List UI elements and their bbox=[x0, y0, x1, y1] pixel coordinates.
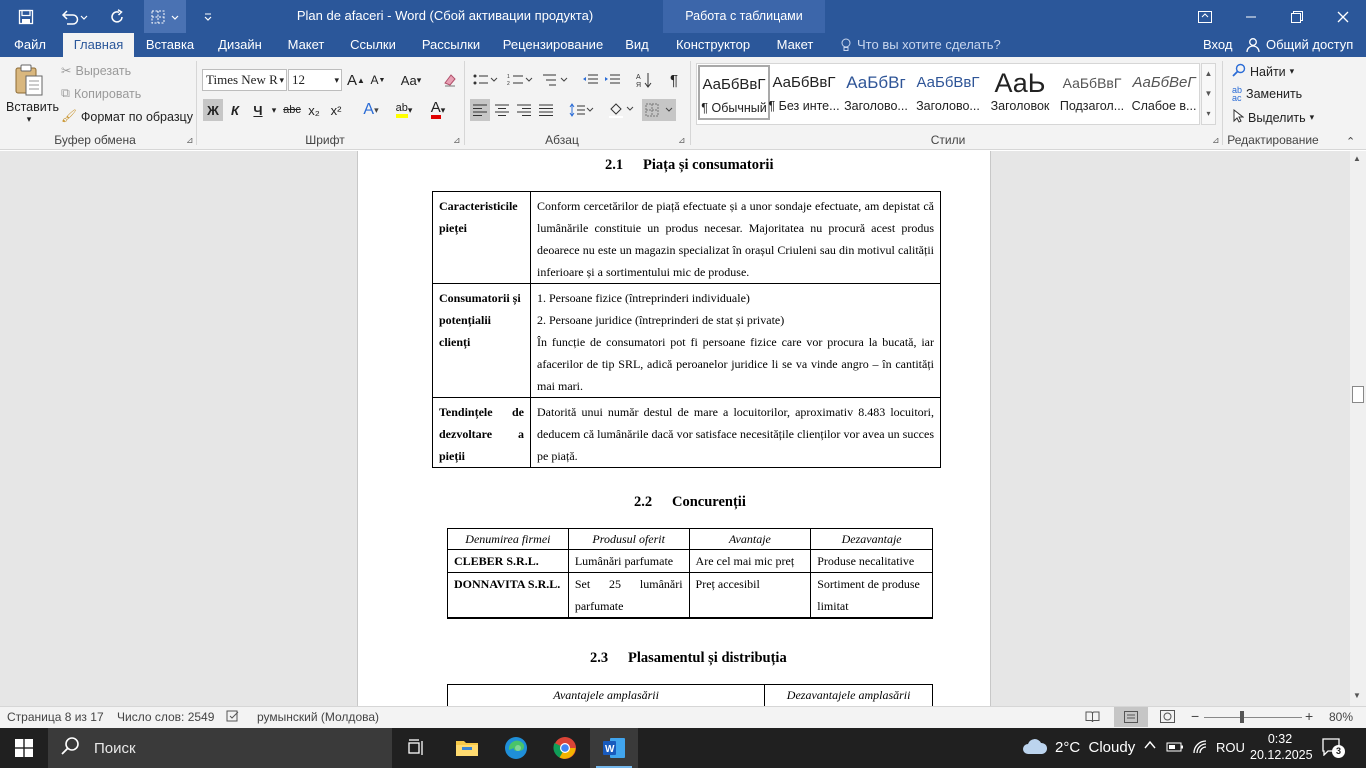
style-name: Заголово... bbox=[844, 99, 908, 113]
table-cell[interactable]: Conform cercetărilor de piață efectuate și a unor sondaje efectuate, am depistat că lumânările constituie un produs necesar. Majoritatea nu procură acest produs deoarece nu este un magazin specializat în orașul Criuleni sau din motivul calității inferioare și a sortimentului mic de produse. bbox=[531, 192, 941, 284]
bullets-icon[interactable] bbox=[470, 69, 500, 91]
font-color-button[interactable]: A ▾ bbox=[424, 99, 452, 121]
brush-icon: 🖌 bbox=[61, 109, 77, 123]
window-title: Plan de afaceri - Word (Сбой активации продукта) bbox=[296, 8, 594, 23]
tab-review[interactable]: Рецензирование bbox=[502, 37, 604, 52]
subscript-button[interactable]: x₂ bbox=[308, 102, 320, 118]
cloud-icon[interactable] bbox=[1022, 738, 1048, 759]
numbering-icon[interactable] bbox=[505, 69, 535, 91]
highlight-icon: ab bbox=[396, 102, 408, 118]
document-page[interactable] bbox=[357, 151, 991, 706]
pilcrow-icon[interactable]: ¶ bbox=[669, 71, 679, 89]
table-cell[interactable]: DONNAVITA S.R.L. bbox=[448, 573, 569, 619]
weather-text[interactable]: 2°C Cloudy bbox=[1055, 739, 1136, 756]
shrink-font-icon: A bbox=[370, 73, 379, 87]
scroll-up-icon[interactable]: ▲ bbox=[1353, 154, 1361, 163]
read-mode-icon[interactable] bbox=[1085, 710, 1100, 726]
windows-start-icon[interactable] bbox=[0, 728, 48, 768]
superscript-button[interactable]: x² bbox=[330, 102, 342, 118]
paste-dropdown-icon: ▾ bbox=[26, 114, 32, 124]
style-preview: АаБбВвГ bbox=[1062, 75, 1122, 91]
table-cell[interactable]: Datorită unui număr destul de mare a locuitorilor, aproximativ 8.483 locuitori, deducem că lumânările dacă vor satisface necesitățile clienților vor avea un succes pe piață. bbox=[531, 398, 941, 468]
table-row bbox=[433, 192, 941, 284]
svg-text:2: 2 bbox=[507, 81, 510, 87]
style-name: ¶ Обычный bbox=[701, 101, 767, 115]
shrink-font-button[interactable]: A ▼ bbox=[370, 73, 386, 87]
table-cell[interactable]: CLEBER S.R.L. bbox=[448, 550, 569, 573]
find-label: Найти bbox=[1250, 64, 1286, 79]
cut-label: Вырезать bbox=[75, 63, 132, 78]
search-icon bbox=[1232, 63, 1246, 80]
table-cell[interactable]: Lumânări parfumate bbox=[568, 550, 689, 573]
edge-icon[interactable] bbox=[492, 728, 540, 768]
align-center-icon[interactable] bbox=[492, 99, 512, 121]
font-launcher-icon[interactable]: ⊿ bbox=[453, 135, 461, 145]
title-bar bbox=[0, 0, 1366, 33]
paragraph: În funcție de consumatori pot fi persoane fizice care vor procura la bucată, iar afacerilor de tip SRL, adică peroanelor juridice li se va vinde angro – în cantități mai mari. bbox=[537, 335, 934, 393]
paste-button[interactable] bbox=[6, 61, 59, 131]
table-cell[interactable]: Consumatorii și potențialii clienți bbox=[433, 284, 531, 398]
separator bbox=[690, 61, 691, 145]
chevron-up-icon[interactable] bbox=[1143, 738, 1157, 755]
highlight-button[interactable]: ab ▾ bbox=[390, 99, 418, 121]
svg-text:A: A bbox=[636, 74, 641, 81]
scroll-down-icon[interactable]: ▼ bbox=[1353, 691, 1361, 700]
table-row bbox=[448, 573, 933, 619]
style-preview: АаЬ bbox=[994, 68, 1046, 98]
style-name: Заголово... bbox=[916, 99, 980, 113]
input-language[interactable]: ROU bbox=[1216, 740, 1245, 755]
page-count[interactable]: Страница 8 из 17 bbox=[7, 710, 104, 724]
heading-number: 2.3 bbox=[590, 650, 609, 666]
grow-font-button[interactable]: A ▲ bbox=[347, 71, 365, 89]
tell-me-text: Что вы хотите сделать? bbox=[857, 37, 1001, 52]
style-preview: АаБбВвГ bbox=[702, 76, 766, 93]
taskbar-search[interactable] bbox=[48, 728, 392, 768]
style-name: Слабое в... bbox=[1131, 99, 1197, 113]
change-case-button[interactable]: Aa ▾ bbox=[400, 72, 422, 88]
select-button[interactable] bbox=[1232, 109, 1314, 126]
web-layout-icon[interactable] bbox=[1160, 710, 1175, 726]
tab-table-design[interactable]: Конструктор bbox=[675, 37, 751, 52]
chevron-up-icon[interactable]: ▲ bbox=[1204, 69, 1213, 78]
more-styles-icon[interactable]: ▾ bbox=[1206, 109, 1211, 118]
list-item: 2. Persoane juridice (întreprinderi de stat și private) bbox=[537, 313, 785, 327]
svg-text:W: W bbox=[605, 744, 615, 755]
style-subtle-emphasis[interactable] bbox=[1128, 65, 1200, 120]
paste-icon bbox=[13, 63, 45, 97]
network-icon[interactable] bbox=[1192, 739, 1208, 758]
bold-button[interactable]: Ж bbox=[203, 99, 223, 121]
paragraph-launcher-icon[interactable]: ⊿ bbox=[678, 135, 686, 145]
chrome-icon[interactable] bbox=[541, 728, 589, 768]
copy-icon: ⧉ bbox=[61, 86, 70, 100]
text-effects-button[interactable]: A ▾ bbox=[363, 101, 379, 118]
style-heading-1[interactable] bbox=[840, 65, 912, 120]
style-preview: АаБбВеГ bbox=[1132, 74, 1196, 91]
style-name: Подзагол... bbox=[1059, 99, 1125, 113]
styles-group-label: Стили bbox=[930, 133, 966, 147]
table-header-row bbox=[448, 529, 933, 550]
table-row bbox=[433, 398, 941, 468]
list-item: 1. Persoane fizice (întreprinderi individuale) bbox=[537, 291, 750, 305]
underline-button[interactable]: Ч bbox=[253, 102, 263, 118]
collapse-ribbon-icon[interactable]: ⌃ bbox=[1346, 136, 1356, 148]
select-label: Выделить bbox=[1248, 110, 1306, 125]
chevron-down-icon: ▾ bbox=[334, 75, 339, 85]
zoom-slider[interactable] bbox=[1204, 717, 1302, 718]
style-name: Заголовок bbox=[990, 99, 1050, 113]
font-name-combo[interactable] bbox=[202, 69, 287, 91]
separator bbox=[196, 61, 197, 145]
table-cell[interactable]: Set 25 lumânări parfumate bbox=[568, 573, 689, 619]
cut-button[interactable] bbox=[61, 63, 131, 78]
restore-icon[interactable] bbox=[1274, 0, 1320, 33]
font-group-label: Шрифт bbox=[305, 133, 345, 147]
heading-number: 2.1 bbox=[605, 157, 624, 173]
font-color-icon: A bbox=[431, 101, 441, 119]
editing-group-label: Редактирование bbox=[1227, 133, 1319, 147]
font-size-combo[interactable] bbox=[288, 69, 342, 91]
table-header-row bbox=[448, 685, 933, 707]
table-header[interactable]: Dezavantajele amplasării bbox=[765, 685, 933, 707]
tab-design[interactable]: Дизайн bbox=[218, 37, 262, 52]
print-layout-icon[interactable] bbox=[1114, 707, 1148, 727]
proofing-icon[interactable] bbox=[226, 710, 240, 726]
copy-label: Копировать bbox=[73, 86, 142, 101]
sort-icon[interactable] bbox=[634, 69, 654, 91]
align-right-icon[interactable] bbox=[514, 99, 534, 121]
style-preview: АаБбВвГ bbox=[772, 74, 836, 91]
ribbon-display-icon[interactable] bbox=[1182, 0, 1228, 33]
align-left-icon[interactable] bbox=[470, 99, 490, 121]
cursor-icon bbox=[1232, 109, 1244, 126]
italic-button[interactable]: К bbox=[231, 102, 239, 118]
styles-launcher-icon[interactable]: ⊿ bbox=[1212, 135, 1220, 145]
table-row bbox=[448, 550, 933, 573]
section-heading bbox=[634, 494, 746, 511]
decrease-indent-icon[interactable] bbox=[580, 69, 600, 91]
table-cell[interactable]: Produse necalitative bbox=[811, 550, 933, 573]
zoom-slider-thumb[interactable] bbox=[1240, 711, 1244, 723]
section-heading bbox=[605, 157, 774, 174]
table-row bbox=[433, 284, 941, 398]
table-cell[interactable]: Sortiment de produse limitat bbox=[811, 573, 933, 619]
tab-file[interactable]: Файл bbox=[14, 37, 46, 52]
placement-table bbox=[447, 684, 933, 706]
table-header[interactable]: Denumirea firmei bbox=[448, 529, 569, 550]
replace-button[interactable] bbox=[1232, 86, 1302, 102]
battery-icon[interactable] bbox=[1166, 740, 1184, 757]
table-cell[interactable] bbox=[531, 284, 941, 398]
table-header[interactable]: Avantaje bbox=[689, 529, 811, 550]
chevron-down-icon: ▾ bbox=[1289, 66, 1295, 76]
table-cell[interactable]: Preț accesibil bbox=[689, 573, 811, 619]
task-view-icon[interactable] bbox=[392, 728, 440, 768]
clipboard-group-label: Буфер обмена bbox=[54, 133, 136, 147]
style-name: ¶ Без инте... bbox=[768, 99, 840, 113]
share-button[interactable] bbox=[1246, 33, 1353, 57]
minimize-icon[interactable] bbox=[1228, 0, 1274, 33]
chevron-down-icon[interactable]: ▼ bbox=[1204, 89, 1213, 98]
tab-mailings[interactable]: Рассылки bbox=[421, 37, 481, 52]
paste-label: Вставить bbox=[6, 100, 59, 114]
shading-icon[interactable] bbox=[606, 99, 636, 121]
ribbon bbox=[0, 57, 1366, 150]
close-icon[interactable] bbox=[1320, 0, 1366, 33]
table-header[interactable]: Avantajele amplasării bbox=[448, 685, 765, 707]
table-cell[interactable]: Tendințele de dezvoltare a pieții bbox=[433, 398, 531, 468]
file-explorer-icon[interactable] bbox=[443, 728, 491, 768]
format-painter-button[interactable] bbox=[61, 109, 193, 124]
separator bbox=[1222, 61, 1223, 145]
tell-me-box[interactable] bbox=[840, 33, 1001, 57]
find-button[interactable] bbox=[1232, 63, 1294, 80]
tab-layout[interactable]: Макет bbox=[287, 37, 325, 52]
copy-button[interactable] bbox=[61, 86, 141, 101]
chevron-down-icon[interactable]: ▾ bbox=[271, 104, 277, 115]
text-effects-icon: A bbox=[363, 101, 375, 118]
notifications-icon[interactable] bbox=[1322, 738, 1342, 759]
replace-icon: ab ac bbox=[1232, 85, 1243, 103]
paragraph-group-label: Абзац bbox=[545, 133, 579, 147]
clock[interactable] bbox=[1250, 731, 1313, 763]
chevron-down-icon: ▾ bbox=[279, 75, 284, 85]
heading-text: Piața și consumatorii bbox=[643, 157, 774, 173]
person-icon bbox=[1246, 37, 1262, 53]
borders-icon[interactable] bbox=[642, 99, 676, 121]
zoom-in-icon[interactable]: + bbox=[1305, 708, 1314, 724]
search-icon bbox=[60, 736, 80, 760]
increase-indent-icon[interactable] bbox=[602, 69, 622, 91]
notification-badge: 3 bbox=[1332, 745, 1345, 758]
ribbon-tabs bbox=[0, 33, 1366, 57]
change-case-icon: Aa bbox=[400, 72, 417, 88]
clear-format-icon[interactable] bbox=[440, 69, 460, 91]
language[interactable]: румынский (Молдова) bbox=[257, 710, 380, 724]
grow-font-icon: A bbox=[347, 71, 358, 89]
tab-insert[interactable]: Вставка bbox=[145, 37, 195, 52]
market-table bbox=[432, 191, 941, 468]
status-bar bbox=[0, 706, 1366, 728]
clock-date: 20.12.2025 bbox=[1250, 748, 1313, 762]
tab-view[interactable]: Вид bbox=[625, 37, 649, 52]
svg-text:1: 1 bbox=[507, 74, 510, 80]
separator bbox=[464, 61, 465, 145]
vertical-scrollbar[interactable] bbox=[1350, 151, 1366, 706]
clock-time: 0:32 bbox=[1267, 732, 1293, 746]
style-heading-2[interactable] bbox=[912, 65, 984, 120]
strikethrough-button[interactable]: abc bbox=[283, 104, 301, 116]
heading-text: Plasamentul și distribuția bbox=[628, 650, 787, 666]
table-header[interactable]: Dezavantaje bbox=[811, 529, 933, 550]
word-taskbar-icon[interactable] bbox=[590, 728, 638, 768]
font-size-value: 12 bbox=[292, 72, 305, 87]
word-count[interactable]: Число слов: 2549 bbox=[117, 710, 215, 724]
table-header[interactable]: Produsul oferit bbox=[568, 529, 689, 550]
tab-table-layout[interactable]: Макет bbox=[776, 37, 814, 52]
replace-label: Заменить bbox=[1246, 87, 1303, 101]
search-placeholder: Поиск bbox=[94, 739, 136, 757]
svg-text:Я: Я bbox=[636, 82, 642, 88]
document-area bbox=[0, 151, 1350, 706]
zoom-out-icon[interactable]: − bbox=[1191, 708, 1200, 724]
style-preview: АаБбВвГ bbox=[916, 74, 980, 91]
competitors-table bbox=[447, 528, 933, 619]
scissors-icon: ✂ bbox=[61, 64, 72, 78]
taskbar bbox=[0, 728, 1366, 768]
style-normal[interactable] bbox=[698, 65, 770, 120]
styles-scroll[interactable] bbox=[1201, 63, 1216, 125]
scroll-thumb[interactable] bbox=[1352, 386, 1364, 403]
justify-icon[interactable] bbox=[536, 99, 556, 121]
table-tools-label: Работа с таблицами bbox=[663, 0, 825, 33]
style-subtitle[interactable] bbox=[1056, 65, 1128, 120]
table-cell[interactable]: Caracteristicile pieței bbox=[433, 192, 531, 284]
tab-references[interactable]: Ссылки bbox=[350, 37, 396, 52]
format-painter-label: Формат по образцу bbox=[80, 109, 193, 124]
share-label: Общий доступ bbox=[1266, 37, 1354, 52]
lightbulb-icon bbox=[840, 38, 852, 52]
tab-home[interactable]: Главная bbox=[63, 33, 134, 57]
line-spacing-icon[interactable] bbox=[566, 99, 596, 121]
zoom-level[interactable]: 80% bbox=[1329, 710, 1354, 724]
multilevel-list-icon[interactable] bbox=[540, 69, 570, 91]
font-name-value: Times New R bbox=[206, 72, 278, 87]
sign-in-link[interactable]: Вход bbox=[1203, 37, 1233, 52]
style-preview: АаБбВг bbox=[846, 73, 906, 92]
section-heading bbox=[590, 650, 787, 667]
clipboard-launcher-icon[interactable]: ⊿ bbox=[186, 135, 194, 145]
table-cell[interactable]: Are cel mai mic preț bbox=[689, 550, 811, 573]
style-no-spacing[interactable] bbox=[768, 65, 840, 120]
heading-text: Concurenții bbox=[672, 494, 746, 510]
style-title[interactable] bbox=[984, 65, 1056, 120]
heading-number: 2.2 bbox=[634, 494, 653, 510]
chevron-down-icon: ▾ bbox=[1309, 112, 1315, 122]
